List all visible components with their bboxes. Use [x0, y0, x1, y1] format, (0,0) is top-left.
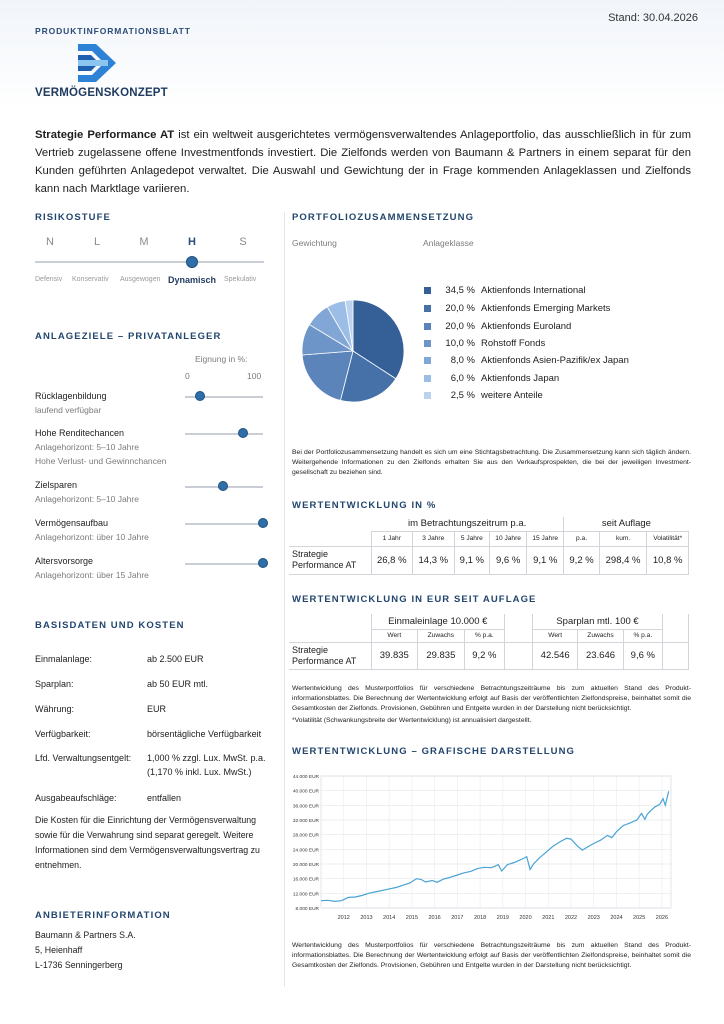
goal-suitability-knob [195, 391, 205, 401]
intro-paragraph [35, 126, 691, 198]
chart-x-tick-label: 2020 [519, 915, 532, 921]
suitability-scale-label: Eignung in %: [195, 354, 248, 364]
chart-plot-frame [321, 776, 671, 908]
chart-x-tick-label: 2012 [337, 915, 350, 921]
chart-y-tick-label: 36.000 EUR [292, 804, 319, 810]
legend-swatch [424, 392, 431, 399]
perf-header: 5 Jahre [454, 531, 490, 546]
basis-value: entfallen [147, 793, 182, 803]
chart-y-tick-label: 44.000 EUR [292, 775, 319, 780]
legend-pct: 2,5 % [450, 390, 475, 401]
legend-pct: 34,5 % [445, 285, 475, 296]
goal-suitability-track [185, 563, 263, 565]
basis-key: Einmalanlage: [35, 654, 93, 664]
basis-key: Verfügbarkeit: [35, 729, 91, 739]
perf-eur-table [289, 614, 689, 670]
suitability-scale-min: 0 [185, 371, 190, 381]
perf-value: 26,8 % [371, 546, 413, 574]
risk-level-n: N [46, 236, 54, 248]
basis-key: Ausgabeaufschläge: [35, 793, 117, 803]
goal-title: Zielsparen [35, 480, 78, 490]
chart-x-tick-label: 2017 [451, 915, 464, 921]
risk-level-h: H [188, 236, 196, 248]
provider-section-title: ANBIETERINFORMATION [35, 910, 171, 921]
legend-swatch [424, 323, 431, 330]
legend-pct: 20,0 % [445, 321, 475, 332]
risk-sublabel-spekulativ: Spekulativ [224, 276, 257, 283]
legend-row [424, 303, 610, 314]
basis-value: EUR [147, 704, 167, 714]
perf-eur-value: 39.835 [371, 642, 418, 669]
chart-y-tick-label: 40.000 EUR [292, 789, 319, 795]
goal-title: Vermögensaufbau [35, 518, 109, 528]
legend-label: Aktienfonds Emerging Markets [481, 303, 611, 314]
basis-key: Sparplan: [35, 679, 74, 689]
stand-date: Stand: 30.04.2026 [608, 12, 698, 24]
provider-line: Baumann & Partners S.A. [35, 930, 136, 940]
risk-sublabel-ausgewogen: Ausgewogen [120, 276, 161, 283]
perf-eur-group-savings: Sparplan mtl. 100 € [556, 615, 639, 627]
goal-subtitle: Anlagehorizont: 5–10 Jahre [35, 442, 139, 452]
risk-slider-track [35, 261, 264, 263]
perf-value: 14,3 % [413, 546, 455, 574]
perf-eur-header: % p.a. [464, 629, 504, 642]
chart-y-tick-label: 24.000 EUR [292, 848, 319, 854]
goal-suitability-track [185, 433, 263, 435]
basis-key: Währung: [35, 704, 75, 714]
perf-header: p.a. [564, 531, 600, 546]
perf-header: 1 Jahr [371, 531, 413, 546]
logo-arrow-icon [78, 44, 118, 82]
chart-y-tick-label: 12.000 EUR [292, 892, 319, 898]
basis-value-2: (1,170 % inkl. Lux. MwSt.) [147, 767, 252, 777]
legend-swatch [424, 340, 431, 347]
perf-value: 9,6 % [490, 546, 527, 574]
perf-eur-value: 9,6 % [623, 642, 662, 669]
perf-value: 9,1 % [454, 546, 490, 574]
goal-suitability-knob [238, 428, 248, 438]
portfolio-col-weight: Gewichtung [292, 238, 337, 248]
chart-x-tick-label: 2018 [473, 915, 487, 921]
perf-pct-table [289, 517, 689, 575]
chart-y-tick-label: 16.000 EUR [292, 877, 319, 883]
legend-row [424, 390, 543, 401]
legend-row [424, 285, 586, 296]
perf-eur-header: % p.a. [623, 629, 662, 642]
chart-x-tick-label: 2014 [383, 915, 396, 921]
performance-line-chart [286, 768, 690, 932]
legend-swatch [424, 287, 431, 294]
chart-x-tick-label: 2022 [564, 915, 578, 921]
perf-row-label [289, 546, 371, 574]
legend-pct: 20,0 % [445, 303, 475, 314]
perf-eur-value: 23.646 [578, 642, 623, 669]
goal-subtitle: laufend verfügbar [35, 405, 102, 415]
perf-row-label-line1: Strategie [292, 549, 329, 559]
goal-subtitle: Anlagehorizont: über 15 Jahre [35, 570, 149, 580]
risk-section-title: RISIKOSTUFE [35, 212, 111, 223]
perf-eur-row-label-line2: Performance AT [292, 655, 357, 666]
legend-label: Aktienfonds International [481, 285, 586, 296]
legend-pct: 10,0 % [445, 338, 475, 349]
perf-eur-value: 9,2 % [464, 642, 504, 669]
chart-x-tick-label: 2015 [405, 915, 419, 921]
legend-label: Aktienfonds Asien-Pazifik/ex Japan [481, 355, 629, 366]
perf-eur-header: Wert [371, 629, 418, 642]
document-type-label: PRODUKTINFORMATIONSBLATT [35, 26, 191, 36]
perf-eur-row-label [289, 642, 371, 669]
portfolio-col-class: Anlageklasse [423, 238, 474, 248]
perf-value: 298,4 % [599, 546, 647, 574]
perf-eur-header: Wert [533, 629, 578, 642]
perf-value: 9,1 % [527, 546, 564, 574]
perf-eur-header: Zuwachs [418, 629, 465, 642]
legend-pct: 6,0 % [450, 373, 475, 384]
perf-eur-value: 42.546 [533, 642, 578, 669]
goal-suitability-knob [258, 518, 268, 528]
brand-logo [78, 44, 118, 87]
risk-sublabel-konservativ: Konservativ [72, 276, 109, 283]
goal-subtitle: Anlagehorizont: über 10 Jahre [35, 532, 149, 542]
risk-sublabel-defensiv: Defensiv [35, 276, 63, 283]
chart-y-tick-label: 28.000 EUR [292, 833, 319, 839]
goal-suitability-knob [218, 481, 228, 491]
chart-y-tick-label: 8.000 EUR [295, 907, 319, 912]
legend-row [424, 321, 571, 332]
basis-note: Die Kosten für die Einrichtung der Vermögensverwaltung sowie für die Verwahrung sind separat geregelt. Weitere Informationen sind dem Vermögensverwaltungsvertrag zu entnehmen. [35, 815, 260, 870]
goal-subtitle: Anlagehorizont: 5–10 Jahre [35, 494, 139, 504]
goal-title: Hohe Renditechancen [35, 428, 125, 438]
column-divider [284, 212, 285, 987]
perf-group-since: seit Auflage [564, 517, 689, 531]
basis-section-title: BASISDATEN UND KOSTEN [35, 620, 185, 631]
suitability-scale-max: 100 [247, 371, 262, 381]
basis-key: Lfd. Verwaltungsentgelt: [35, 753, 132, 763]
strategy-name: Strategie Performance AT [35, 129, 175, 141]
brand-name: VERMÖGENSKONZEPT [35, 87, 168, 99]
legend-swatch [424, 375, 431, 382]
legend-row [424, 355, 629, 366]
legend-pct: 8,0 % [450, 355, 475, 366]
perf-header: Volatilität* [647, 531, 689, 546]
provider-line: L-1736 Senningerberg [35, 960, 123, 970]
portfolio-note: Bei der Portfoliozusammensetzung handelt es sich um eine Stichtagsbetrachtung. Die Zusammensetzung kann sich täglich ändern. Weitergehende Informationen zu den Zielfonds erhalten Sie aus den Verkaufsprospekten, die bei der jeweiligen Investment-gesellschaft zu beziehen sind. [292, 449, 691, 476]
perf-pct-title: WERTENTWICKLUNG IN % [292, 500, 437, 511]
legend-row [424, 373, 559, 384]
perf-header: kum. [599, 531, 647, 546]
perf-row-label-line2: Performance AT [292, 560, 357, 570]
basis-value: ab 50 EUR mtl. [147, 679, 209, 689]
chart-x-tick-label: 2024 [610, 915, 623, 921]
goal-subtitle-2: Hohe Verlust- und Gewinnchancen [35, 456, 167, 466]
legend-swatch [424, 357, 431, 364]
risk-sublabel-dynamisch: Dynamisch [168, 275, 217, 285]
legend-label: Rohstoff Fonds [481, 338, 546, 349]
risk-level-m: M [139, 236, 149, 248]
perf-eur-note: Wertentwicklung des Musterportfolios für verschiedene Betrachtungszeiträume bis zum aktuellen Stand des Produkt-informationsblattes. Die Berechnung der Wertentwicklung erfolgt auf Basis der veröffentlichten Zielfondspreise, beinhaltet somit die Gesamtkosten der Zielfonds. Provisionen, Gebühren und Entgelte wurden in der Darstellung nicht berücksichtigt. [292, 685, 691, 712]
chart-y-tick-label: 32.000 EUR [292, 819, 319, 824]
legend-swatch [424, 305, 431, 312]
goal-suitability-track [185, 523, 263, 525]
perf-header: 15 Jahre [527, 531, 564, 546]
portfolio-pie-chart [300, 298, 406, 404]
volatility-footnote: *Volatilität (Schwankungsbreite der Wertentwicklung) ist annualisiert dargestellt. [292, 717, 532, 724]
goal-title: Rücklagenbildung [35, 391, 107, 401]
basis-value: ab 2.500 EUR [147, 654, 204, 664]
chart-x-tick-label: 2019 [496, 915, 509, 921]
chart-x-tick-label: 2025 [633, 915, 646, 921]
perf-header: 10 Jahre [490, 531, 527, 546]
risk-level-s: S [239, 236, 247, 248]
risk-level-l: L [93, 236, 101, 248]
chart-y-tick-label: 20.000 EUR [292, 863, 319, 868]
perf-group-period: im Betrachtungszeitrum p.a. [408, 518, 527, 530]
provider-line: 5, Heienhaff [35, 945, 83, 955]
legend-label: weitere Anteile [481, 390, 543, 401]
chart-x-tick-label: 2026 [655, 915, 669, 921]
chart-x-tick-label: 2016 [428, 915, 441, 921]
legend-label: Aktienfonds Japan [481, 373, 560, 384]
portfolio-section-title: PORTFOLIOZUSAMMENSETZUNG [292, 212, 475, 223]
intro-text: ist ein weltweit ausgerichtetes vermögensverwaltendes Anlageportfolio, das ausschließlich in für zum Vertrieb zugelassene offene Investmentfonds investiert. Die Zielfonds werden von Baumann & Partners in einem separat für den Kunden geführten Anlagedepot verwaltet. Die Auswahl und Gewichtung der in Frage kommenden Anlageklassen und Zielfonds kann nach Marktlage variieren. [35, 129, 691, 195]
goal-title: Altersvorsorge [35, 556, 94, 566]
perf-value: 9,2 % [564, 546, 600, 574]
goal-suitability-knob [258, 558, 268, 568]
perf-eur-title: WERTENTWICKLUNG IN EUR SEIT AUFLAGE [292, 594, 537, 605]
perf-eur-header: Zuwachs [578, 629, 623, 642]
chart-x-tick-label: 2023 [587, 915, 600, 921]
goals-section-title: ANLAGEZIELE – PRIVATANLEGER [35, 331, 222, 342]
risk-slider-knob [186, 256, 198, 268]
chart-section-title: WERTENTWICKLUNG – GRAFISCHE DARSTELLUNG [292, 746, 576, 757]
chart-x-tick-label: 2021 [542, 915, 555, 921]
legend-label: Aktienfonds Euroland [481, 321, 572, 332]
perf-eur-group-single: Einmaleinlage 10.000 € [371, 614, 505, 629]
perf-eur-row-label-line1: Strategie [292, 644, 329, 655]
basis-value: börsentägliche Verfügbarkeit [147, 729, 262, 739]
perf-eur-value: 29.835 [418, 642, 465, 669]
chart-x-tick-label: 2013 [360, 915, 373, 921]
chart-note: Wertentwicklung des Musterportfolios für verschiedene Betrachtungszeiträume bis zum aktuellen Stand des Produkt-informationsblattes. Die Berechnung der Wertentwicklung erfolgt auf Basis der veröffentlichten Zielfondspreise, beinhaltet somit die Gesamtkosten der Zielfonds. Provisionen, Gebühren und Entgelte wurden in der Darstellung nicht berücksichtigt. [292, 942, 691, 969]
legend-row [424, 338, 545, 349]
perf-header: 3 Jahre [413, 531, 455, 546]
perf-value: 10,8 % [647, 546, 689, 574]
basis-value: 1,000 % zzgl. Lux. MwSt. p.a. [147, 753, 266, 763]
